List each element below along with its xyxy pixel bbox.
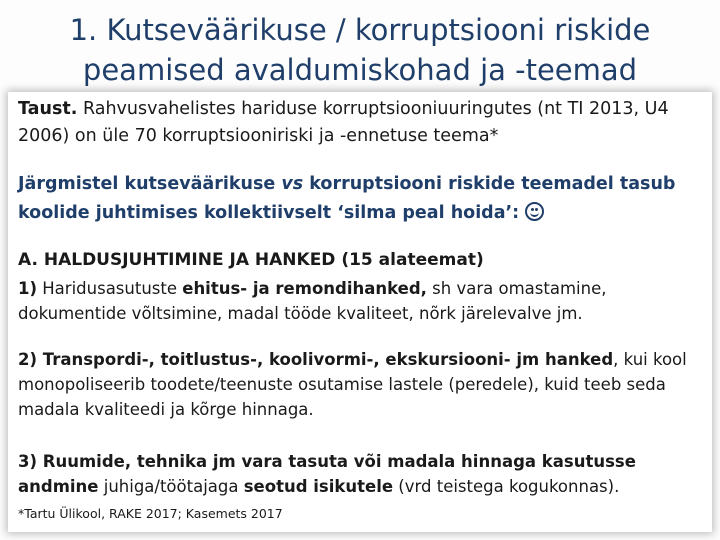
item-1-pre: Haridusasutuste: [37, 279, 183, 298]
title-line-1: 1. Kutseväärikuse / korruptsiooni riskide: [69, 13, 651, 47]
list-item-2: [18, 347, 704, 422]
footnote: *Tartu Ülikool, RAKE 2017; Kasemets 2017: [18, 506, 283, 521]
item-3-bold-1: 3) Ruumide, tehnika jm vara tasuta või madala hinnaga kasutusse andmine: [18, 452, 636, 496]
lead-part-2: korruptsiooni riskide teemadel tasub koolide juhtimises kollektiivselt ‘silma peal hoida’:: [18, 174, 676, 223]
intro-paragraph: [18, 96, 704, 150]
item-1-post: sh vara omastamine, dokumentide võltsimine, madal tööde kvaliteet, nõrk järelevalve jm.: [18, 279, 607, 323]
list-item-3: [18, 449, 704, 499]
intro-text: Rahvusvahelistes hariduse korruptsiooniuuringutes (nt TI 2013, U4 2006) on üle 70 korruptsiooniriski ja -ennetuse teema*: [18, 99, 669, 146]
list-item-1: [18, 276, 704, 326]
item-2-post: , kui kool monopoliseerib toodete/teenuste osutamise lastele (peredele), kuid teeb seda madala kvaliteedi ja kõrge hinnaga.: [18, 350, 687, 419]
item-1-number: 1): [18, 279, 38, 298]
lead-part-1: Järgmistel kutseväärikuse: [18, 174, 282, 194]
content-box: [8, 92, 712, 532]
intro-label: Taust.: [18, 99, 78, 119]
slide-title: [0, 10, 720, 90]
item-3-mid: juhiga/töötajaga: [98, 477, 244, 496]
item-3-bold-2: seotud isikutele: [243, 477, 394, 496]
smiley-icon: [525, 202, 544, 221]
lead-paragraph: [18, 170, 704, 228]
item-1-bold: ehitus- ja remondihanked,: [182, 279, 427, 298]
item-3-post: (vrd teistega kogukonnas).: [393, 477, 620, 496]
section-heading: A. HALDUSJUHTIMINE JA HANKED (15 alateemat): [18, 250, 484, 270]
lead-vs: vs: [281, 174, 304, 194]
title-line-2: peamised avaldumiskohad ja -teemad: [82, 53, 638, 87]
item-2-bold: 2) Transpordi-, toitlustus-, koolivormi-, ekskursiooni- jm hanked: [18, 350, 614, 369]
